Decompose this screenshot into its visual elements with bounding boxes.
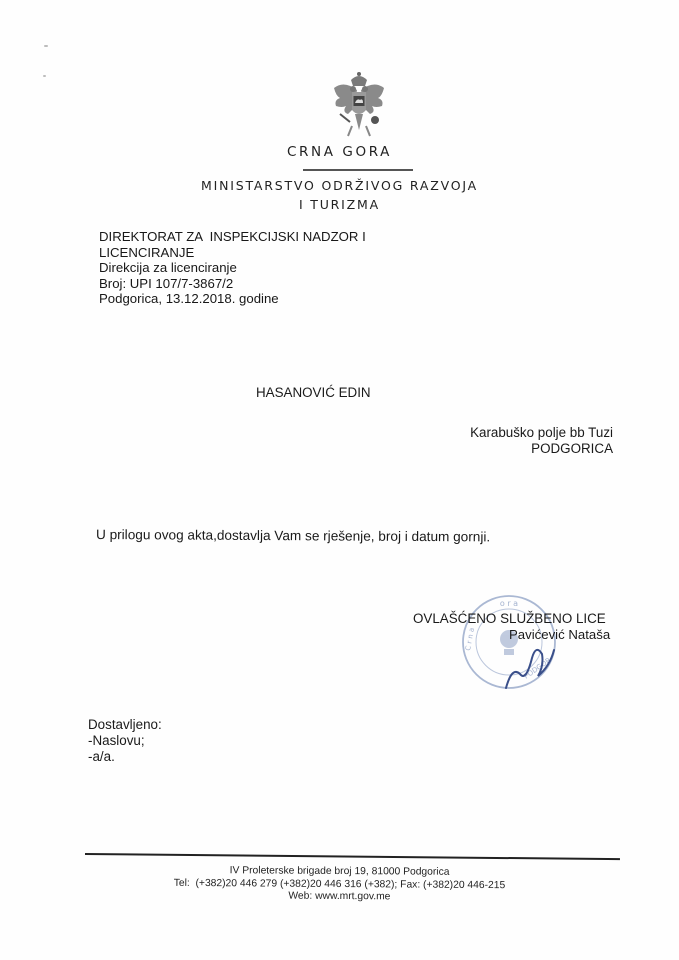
recipient-address-line-2: PODGORICA bbox=[531, 441, 613, 456]
directorate-unit: Direkcija za licenciranje bbox=[99, 260, 237, 275]
footer-web: Web: www.mrt.gov.me bbox=[288, 890, 391, 903]
handwritten-signature-icon bbox=[498, 636, 558, 696]
recipient-name: HASANOVIĆ EDIN bbox=[256, 385, 371, 400]
country-name: CRNA GORA bbox=[287, 144, 392, 160]
recipient-address-line-1: Karabuško polje bb Tuzi bbox=[470, 425, 613, 440]
delivery-heading: Dostavljeno: bbox=[88, 717, 162, 732]
footer-contact: Tel: (+382)20 446 279 (+382)20 446 316 (+382); Fax: (+382)20 446-215 bbox=[173, 877, 506, 891]
reference-number: Broj: UPI 107/7-3867/2 bbox=[99, 275, 234, 291]
sender-block bbox=[99, 229, 366, 307]
svg-text:o r a: o r a bbox=[499, 599, 519, 608]
montenegro-coat-of-arms-icon bbox=[330, 70, 388, 142]
ministry-line-1: MINISTARSTVO ODRŽIVOG RAZVOJA bbox=[201, 178, 478, 193]
delivery-item: -a/a. bbox=[88, 749, 115, 764]
footer-divider bbox=[85, 853, 620, 860]
letter-body: U prilogu ovog akta,dostavlja Vam se rješenje, broj i datum gornji. bbox=[95, 527, 491, 545]
directorate-line-2: LICENCIRANJE bbox=[99, 244, 195, 260]
ministry-name bbox=[0, 176, 679, 214]
scan-speck bbox=[44, 45, 48, 47]
header-divider bbox=[303, 169, 413, 171]
ministry-line-2: I TURIZMA bbox=[299, 197, 380, 212]
signatory-title: OVLAŠĆENO SLUŽBENO LICE bbox=[413, 611, 606, 626]
directorate-line-1: DIREKTORAT ZA INSPEKCIJSKI NADZOR I bbox=[99, 229, 366, 244]
place-and-date: Podgorica, 13.12.2018. godine bbox=[99, 291, 279, 306]
footer-address: IV Proleterske brigade broj 19, 81000 Podgorica bbox=[229, 865, 450, 878]
delivery-item: -Naslovu; bbox=[88, 733, 145, 748]
signatory-name: Pavićević Nataša bbox=[509, 627, 611, 642]
svg-text:PODGOR: PODGOR bbox=[522, 656, 553, 681]
delivery-list bbox=[88, 717, 162, 765]
recipient-address bbox=[470, 425, 613, 457]
footer bbox=[0, 864, 679, 906]
svg-text:C r n a: C r n a bbox=[464, 627, 476, 652]
scan-speck bbox=[43, 75, 46, 77]
